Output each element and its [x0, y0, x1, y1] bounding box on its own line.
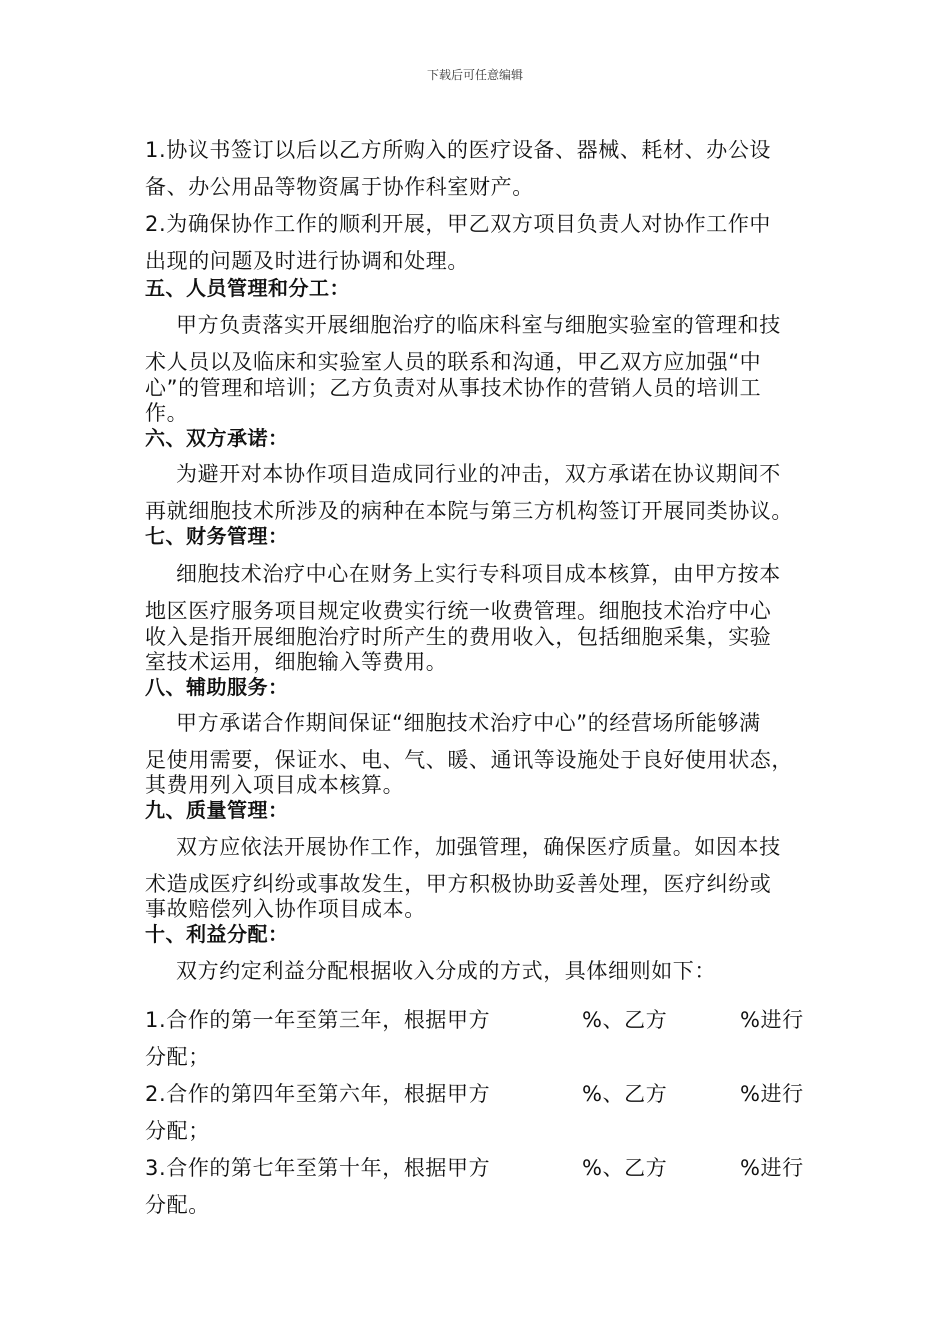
section-heading-7: 七、财务管理： — [145, 524, 289, 548]
allocation-item-1-tail: %进行 — [740, 1008, 804, 1032]
section-heading-8: 八、辅助服务： — [145, 675, 289, 699]
section-heading-9: 九、质量管理： — [145, 798, 289, 822]
section-5-line-2: 术人员以及临床和实验室人员的联系和沟通，甲乙双方应加强“中 — [145, 350, 762, 374]
section-5-line-4: 作。 — [145, 401, 189, 425]
section-heading-5: 五、人员管理和分工： — [145, 276, 350, 300]
allocation-item-2-cont: 分配； — [145, 1119, 210, 1143]
section-7-line-2: 地区医疗服务项目规定收费实行统一收费管理。细胞技术治疗中心 — [145, 599, 772, 623]
section-10-line-1: 双方约定利益分配根据收入分成的方式，具体细则如下： — [176, 959, 716, 983]
clause-2-line-1: 2.为确保协作工作的顺利开展，甲乙双方项目负责人对协作工作中 — [145, 212, 772, 236]
section-9-line-3: 事故赔偿列入协作项目成本。 — [145, 897, 426, 921]
page-header: 下载后可任意编辑 — [426, 68, 523, 82]
allocation-item-1-cont: 分配； — [145, 1045, 210, 1069]
allocation-item-3-tail: %进行 — [740, 1156, 804, 1180]
section-8-line-3: 其费用列入项目成本核算。 — [145, 773, 405, 797]
section-7-line-3: 收入是指开展细胞治疗时所产生的费用收入，包括细胞采集，实验 — [145, 625, 772, 649]
allocation-item-3-lead: 3.合作的第七年至第十年，根据甲方 — [145, 1156, 491, 1180]
allocation-item-2-tail: %进行 — [740, 1082, 804, 1106]
section-5-line-3: 心”的管理和培训；乙方负责对从事技术协作的营销人员的培训工 — [145, 376, 762, 400]
clause-2-line-2: 出现的问题及时进行协调和处理。 — [145, 249, 469, 273]
section-heading-10: 十、利益分配： — [145, 922, 289, 946]
clause-1-line-1: 1.协议书签订以后以乙方所购入的医疗设备、器械、耗材、办公设 — [145, 138, 772, 162]
allocation-item-2-mid: %、乙方 — [582, 1082, 668, 1106]
section-8-line-1: 甲方承诺合作期间保证“细胞技术治疗中心”的经营场所能够满 — [176, 711, 761, 735]
allocation-item-3-mid: %、乙方 — [582, 1156, 668, 1180]
allocation-item-3-cont: 分配。 — [145, 1193, 210, 1217]
allocation-item-1-lead: 1.合作的第一年至第三年，根据甲方 — [145, 1008, 491, 1032]
section-8-line-2: 足使用需要，保证水、电、气、暖、通讯等设施处于良好使用状态， — [145, 748, 793, 772]
section-9-line-1: 双方应依法开展协作工作，加强管理，确保医疗质量。如因本技 — [176, 835, 781, 859]
section-5-line-1: 甲方负责落实开展细胞治疗的临床科室与细胞实验室的管理和技 — [176, 313, 781, 337]
section-9-line-2: 术造成医疗纠纷或事故发生，甲方积极协助妥善处理，医疗纠纷或 — [145, 872, 772, 896]
section-7-line-4: 室技术运用，细胞输入等费用。 — [145, 650, 448, 674]
section-heading-6: 六、双方承诺： — [145, 426, 289, 450]
section-7-line-1: 细胞技术治疗中心在财务上实行专科项目成本核算，由甲方按本 — [176, 562, 781, 586]
allocation-item-1-mid: %、乙方 — [582, 1008, 668, 1032]
clause-1-line-2: 备、办公用品等物资属于协作科室财产。 — [145, 175, 534, 199]
section-6-line-2: 再就细胞技术所涉及的病种在本院与第三方机构签订开展同类协议。 — [145, 499, 793, 523]
allocation-item-2-lead: 2.合作的第四年至第六年，根据甲方 — [145, 1082, 491, 1106]
section-6-line-1: 为避开对本协作项目造成同行业的冲击，双方承诺在协议期间不 — [176, 462, 781, 486]
